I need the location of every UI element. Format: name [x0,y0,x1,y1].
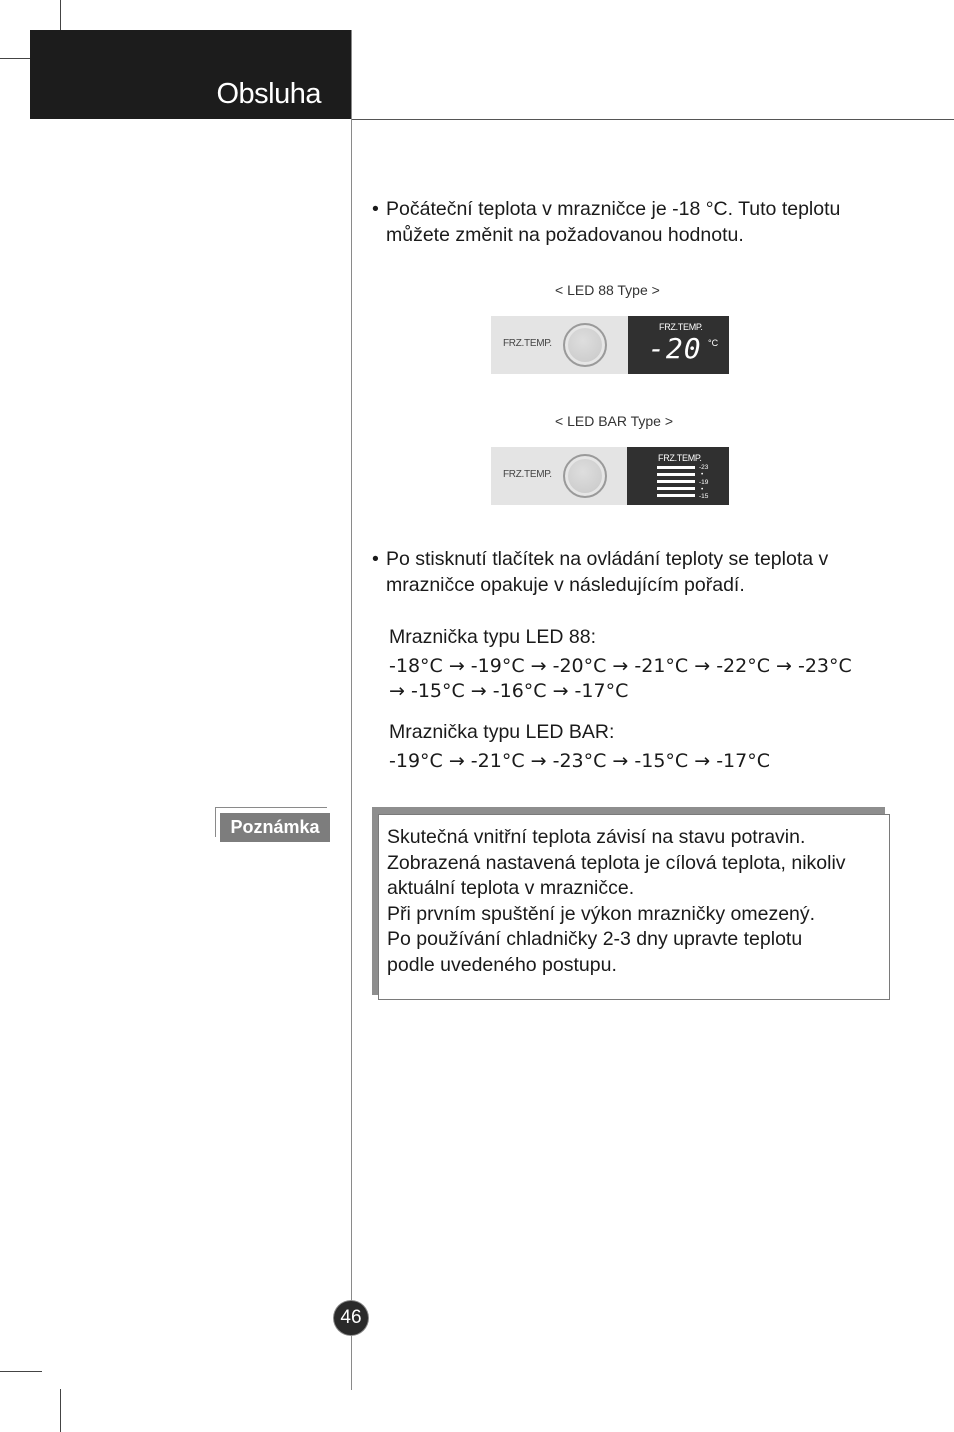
scale-dot: • [701,485,704,493]
header-divider [351,119,954,120]
frz-temp-button[interactable] [563,323,607,367]
led88-caption: < LED 88 Type > [555,282,660,298]
led88-display [628,316,729,374]
led88-control-panel [491,316,729,374]
frz-temp-button[interactable] [563,454,607,498]
crop-mark [0,1371,42,1372]
unit-label: °C [708,338,719,348]
page-title: Obsluha [216,78,321,110]
scale-dot: • [701,471,704,479]
note-label: Poznámka [220,813,330,842]
bar-scale [699,464,708,500]
ledbar-sequence-line: -19°C → -21°C → -23°C → -15°C → -17°C [389,750,770,772]
note-line: podle uvedeného postupu. [387,953,617,976]
led88-sequence-title: Mraznička typu LED 88: [389,626,597,648]
header-banner [30,30,351,119]
scale-label: -15 [699,493,709,501]
display-label: FRZ.TEMP. [659,322,703,332]
column-divider [351,30,352,1390]
led88-sequence-line: → -15°C → -16°C → -17°C [389,680,629,702]
crop-mark [60,0,61,30]
bullet-marker: • [372,198,379,220]
ledbar-sequence-title: Mraznička typu LED BAR: [389,721,615,743]
scale-label: -23 [699,464,709,471]
note-line: Skutečná vnitřní teplota závisí na stavu potravin. [387,826,806,848]
ledbar-display [627,447,729,505]
led-bar [657,473,695,476]
note-line: aktuální teplota v mrazničce. [387,877,635,900]
frz-temp-button-label: FRZ.TEMP. [503,338,552,349]
crop-mark [0,58,30,59]
frz-temp-button-label: FRZ.TEMP. [503,469,552,480]
led-bar [657,494,695,497]
bullet-marker: • [372,548,379,570]
note-line: Zobrazená nastavená teplota je cílová teplota, nikoliv [387,851,846,874]
page-number: 46 [334,1301,368,1335]
led88-sequence-line: -18°C → -19°C → -20°C → -21°C → -22°C → -23°C [389,655,852,677]
bullet-text: Počáteční teplota v mrazničce je -18 °C. Tuto teplotu můžete změnit na požadovanou hodnotu. [386,198,841,246]
seven-segment-readout: -20 [648,332,702,365]
ledbar-control-panel [491,447,729,505]
led-bar-graph [657,466,695,501]
note-line: Po používání chladničky 2-3 dny upravte teplotu [387,928,803,951]
led-bar [657,480,695,483]
ledbar-caption: < LED BAR Type > [555,413,674,429]
bullet-initial-temp [372,196,892,248]
bullet-sequence-intro [372,546,892,598]
display-label: FRZ.TEMP. [658,453,702,463]
scale-label: -19 [699,478,709,486]
note-text [387,825,887,979]
led-bar [657,466,695,469]
bullet-text: Po stisknutí tlačítek na ovládání teploty se teplota v mrazničce opakuje v následujícím pořadí. [386,548,829,596]
led-bar [657,487,695,490]
crop-mark [60,1389,61,1432]
note-line: Při prvním spuštění je výkon mrazničky omezený. [387,902,816,925]
